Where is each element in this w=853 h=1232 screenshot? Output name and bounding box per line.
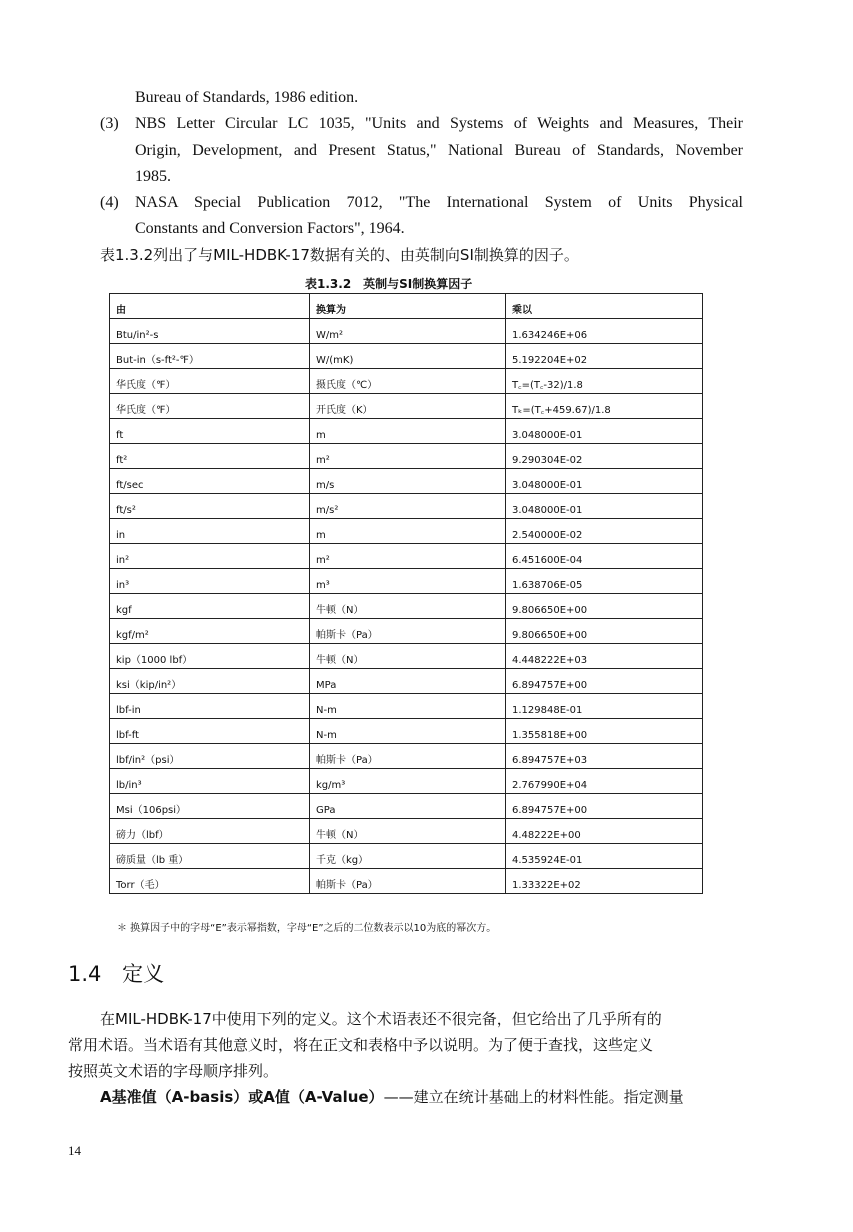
table-row xyxy=(110,469,703,494)
table-cell-from-unit: ft/sec xyxy=(110,469,310,494)
section-heading xyxy=(68,958,164,988)
table-cell-from-unit: lbf/in²（psi） xyxy=(110,744,310,769)
table-cell-factor: 9.290304E-02 xyxy=(506,444,703,469)
table-cell-from-unit: kgf/m² xyxy=(110,619,310,644)
table-row xyxy=(110,319,703,344)
table-footnote: ＊ 换算因子中的字母“E”表示幂指数，字母“E”之后的二位数表示以10为底的幂次方。 xyxy=(117,923,497,934)
table-cell-factor: Tₖ=(T꜀+459.67)/1.8 xyxy=(506,394,703,419)
table-cell-to-unit: GPa xyxy=(310,794,506,819)
table-cell-from-unit: lbf-ft xyxy=(110,719,310,744)
table-cell-to-unit: N-m xyxy=(310,694,506,719)
table-cell-from-unit: ft/s² xyxy=(110,494,310,519)
table-row xyxy=(110,869,703,894)
reference-2-tail: Bureau of Standards, 1986 edition. xyxy=(135,89,359,106)
table-row xyxy=(110,519,703,544)
table-cell-factor: 1.129848E-01 xyxy=(506,694,703,719)
table-cell-from-unit: 磅力（lbf） xyxy=(110,819,310,844)
table-cell-to-unit: 开氏度（K） xyxy=(310,394,506,419)
table-cell-from-unit: in xyxy=(110,519,310,544)
table-row xyxy=(110,394,703,419)
table-cell-factor: 4.448222E+03 xyxy=(506,644,703,669)
table-cell-factor: 5.192204E+02 xyxy=(506,344,703,369)
table-row xyxy=(110,369,703,394)
table-cell-factor: 2.540000E-02 xyxy=(506,519,703,544)
table-cell-to-unit: 牛顿（N） xyxy=(310,594,506,619)
reference-3-line-3: 1985. xyxy=(135,168,171,185)
table-cell-from-unit: 磅质量（lb 重） xyxy=(110,844,310,869)
table-cell-to-unit: MPa xyxy=(310,669,506,694)
table-header-from: 由 xyxy=(110,294,310,319)
reference-4-line-1: NASA Special Publication 7012, "The International System of Units Physical xyxy=(135,194,743,211)
reference-3-line-1: NBS Letter Circular LC 1035, "Units and Systems of Weights and Measures, Their xyxy=(135,115,743,132)
section-title: 定义 xyxy=(122,962,165,986)
table-cell-from-unit: ft xyxy=(110,419,310,444)
table-row xyxy=(110,844,703,869)
table-cell-factor: 2.767990E+04 xyxy=(506,769,703,794)
table-cell-factor: 6.894757E+00 xyxy=(506,794,703,819)
table-row xyxy=(110,719,703,744)
reference-3-number: (3) xyxy=(100,115,119,132)
table-cell-to-unit: W/m² xyxy=(310,319,506,344)
table-cell-to-unit: 牛顿（N） xyxy=(310,819,506,844)
table-row xyxy=(110,644,703,669)
table-row xyxy=(110,569,703,594)
table-row xyxy=(110,744,703,769)
table-cell-factor: 4.48222E+00 xyxy=(506,819,703,844)
table-cell-from-unit: ksi（kip/in²） xyxy=(110,669,310,694)
table-cell-from-unit: But-in（s-ft²-℉） xyxy=(110,344,310,369)
table-cell-to-unit: 牛顿（N） xyxy=(310,644,506,669)
paragraph-line-1: 在MIL-HDBK-17中使用下列的定义。这个术语表还不很完备，但它给出了几乎所有的 xyxy=(100,1010,662,1028)
table-cell-factor: 1.634246E+06 xyxy=(506,319,703,344)
table-row xyxy=(110,819,703,844)
table-row xyxy=(110,794,703,819)
table-header-row xyxy=(110,294,703,319)
table-cell-to-unit: 千克（kg） xyxy=(310,844,506,869)
table-cell-factor: 1.355818E+00 xyxy=(506,719,703,744)
table-row xyxy=(110,494,703,519)
table-cell-to-unit: m/s² xyxy=(310,494,506,519)
table-row xyxy=(110,419,703,444)
reference-3-line-2: Origin, Development, and Present Status," National Bureau of Standards, November xyxy=(135,142,743,159)
table-cell-factor: 9.806650E+00 xyxy=(506,594,703,619)
table-cell-to-unit: m/s xyxy=(310,469,506,494)
table-cell-to-unit: m xyxy=(310,519,506,544)
table-cell-factor: 3.048000E-01 xyxy=(506,494,703,519)
table-cell-from-unit: kgf xyxy=(110,594,310,619)
table-cell-from-unit: Btu/in²-s xyxy=(110,319,310,344)
table-cell-from-unit: lb/in³ xyxy=(110,769,310,794)
reference-4-number: (4) xyxy=(100,194,119,211)
table-cell-to-unit: m³ xyxy=(310,569,506,594)
table-cell-to-unit: 帕斯卡（Pa） xyxy=(310,744,506,769)
table-cell-to-unit: m² xyxy=(310,444,506,469)
table-header-to: 换算为 xyxy=(310,294,506,319)
paragraph-line-2: 常用术语。当术语有其他意义时，将在正文和表格中予以说明。为了便于查找，这些定义 xyxy=(68,1036,654,1054)
table-cell-from-unit: in³ xyxy=(110,569,310,594)
table-cell-from-unit: ft² xyxy=(110,444,310,469)
table-cell-from-unit: 华氏度（℉） xyxy=(110,369,310,394)
page-number: 14 xyxy=(68,1143,81,1158)
table-cell-factor: T꜀=(T꜀-32)/1.8 xyxy=(506,369,703,394)
definition-a-basis xyxy=(100,1087,684,1107)
table-cell-from-unit: lbf-in xyxy=(110,694,310,719)
table-row xyxy=(110,694,703,719)
table-cell-factor: 3.048000E-01 xyxy=(506,419,703,444)
table-cell-to-unit: m xyxy=(310,419,506,444)
definition-text: ——建立在统计基础上的材料性能。指定测量 xyxy=(383,1088,684,1106)
table-cell-factor: 6.451600E-04 xyxy=(506,544,703,569)
table-cell-factor: 1.33322E+02 xyxy=(506,869,703,894)
table-cell-factor: 9.806650E+00 xyxy=(506,619,703,644)
table-cell-to-unit: m² xyxy=(310,544,506,569)
table-cell-from-unit: Torr（毛） xyxy=(110,869,310,894)
table-cell-from-unit: in² xyxy=(110,544,310,569)
table-row xyxy=(110,619,703,644)
table-header-multiply: 乘以 xyxy=(506,294,703,319)
table-cell-from-unit: Msi（106psi） xyxy=(110,794,310,819)
table-cell-to-unit: W/(mK) xyxy=(310,344,506,369)
table-cell-to-unit: 摄氏度（℃） xyxy=(310,369,506,394)
reference-4-line-2: Constants and Conversion Factors", 1964. xyxy=(135,220,405,237)
table-cell-to-unit: 帕斯卡（Pa） xyxy=(310,619,506,644)
table-cell-to-unit: N-m xyxy=(310,719,506,744)
table-row xyxy=(110,669,703,694)
table-cell-factor: 3.048000E-01 xyxy=(506,469,703,494)
table-cell-to-unit: kg/m³ xyxy=(310,769,506,794)
table-row xyxy=(110,769,703,794)
table-cell-factor: 1.638706E-05 xyxy=(506,569,703,594)
table-row xyxy=(110,594,703,619)
table-row xyxy=(110,444,703,469)
table-caption: 表1.3.2 英制与SI制换算因子 xyxy=(305,277,473,291)
table-row xyxy=(110,544,703,569)
section-number: 1.4 xyxy=(68,962,102,986)
conversion-table xyxy=(109,293,703,894)
table-cell-from-unit: 华氏度（℉） xyxy=(110,394,310,419)
table-cell-from-unit: kip（1000 lbf） xyxy=(110,644,310,669)
table-cell-to-unit: 帕斯卡（Pa） xyxy=(310,869,506,894)
definition-term: A基准值（A-basis）或A值（A-Value） xyxy=(100,1088,384,1106)
table-row xyxy=(110,344,703,369)
table-cell-factor: 6.894757E+03 xyxy=(506,744,703,769)
paragraph-line-3: 按照英文术语的字母顺序排列。 xyxy=(68,1062,279,1080)
intro-sentence: 表1.3.2列出了与MIL-HDBK-17数据有关的、由英制向SI制换算的因子。 xyxy=(100,246,579,264)
table-cell-factor: 4.535924E-01 xyxy=(506,844,703,869)
table-cell-factor: 6.894757E+00 xyxy=(506,669,703,694)
